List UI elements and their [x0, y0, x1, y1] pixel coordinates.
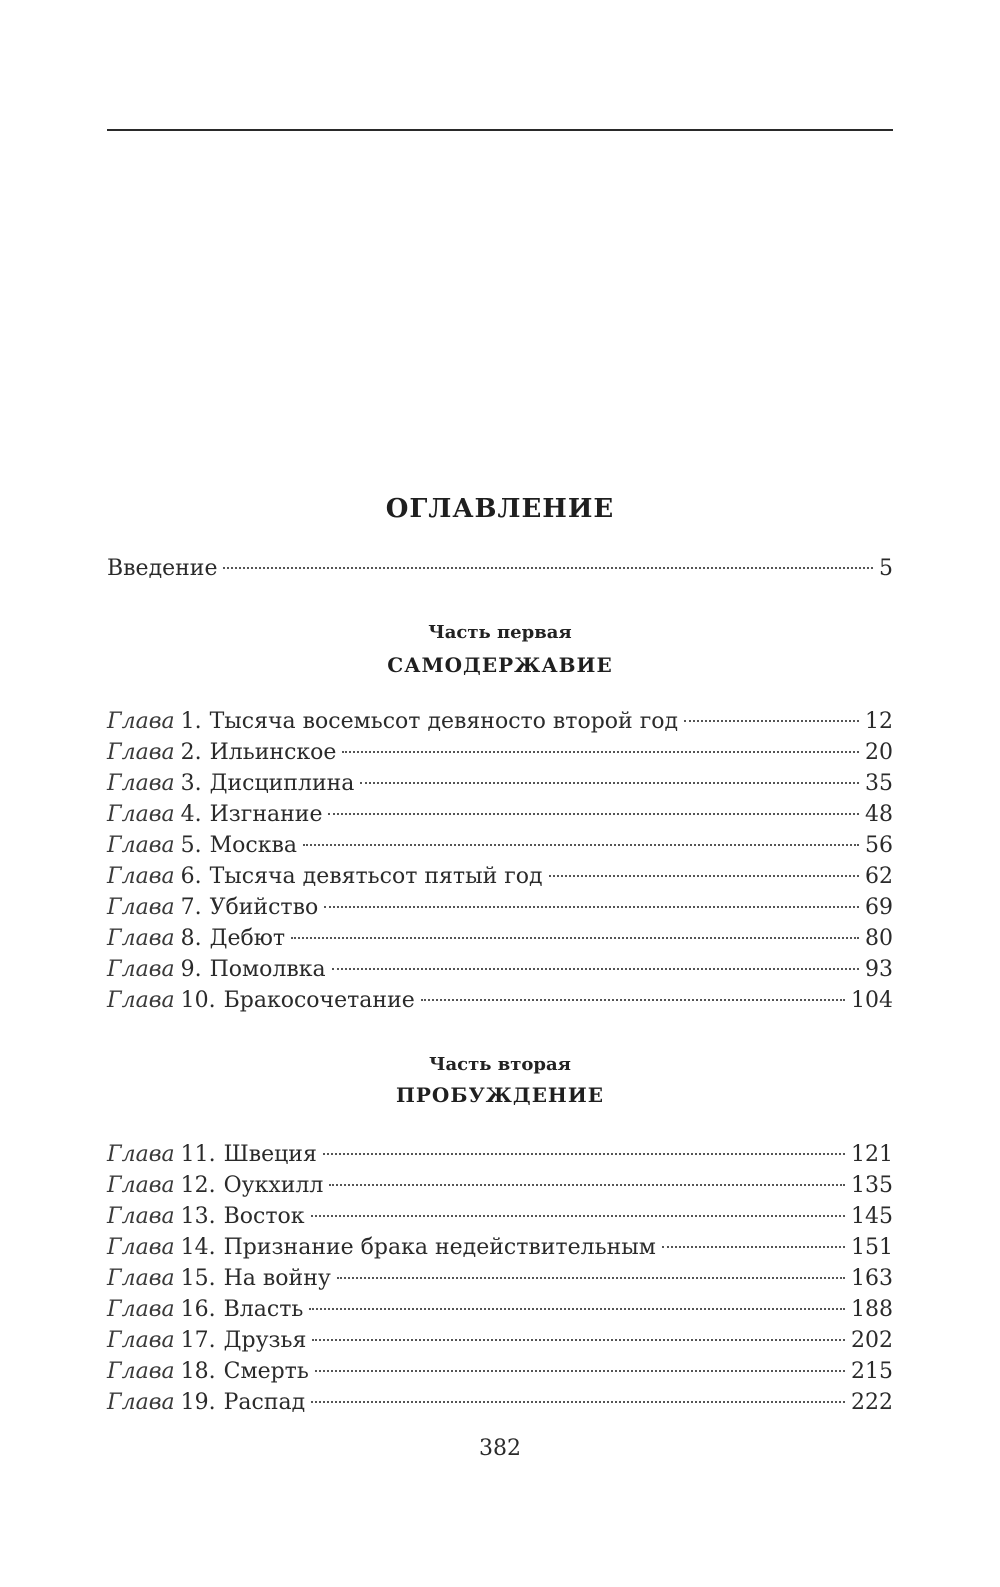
dot-leader — [421, 999, 845, 1001]
toc-entry[interactable] — [107, 957, 893, 988]
toc-entry[interactable] — [107, 709, 893, 740]
chapter-title: Оукхилл — [223, 1173, 324, 1198]
dot-leader — [311, 1401, 845, 1403]
chapter-prefix: Глава — [107, 1390, 175, 1415]
toc-entry[interactable] — [107, 926, 893, 957]
chapter-title: Ильинское — [209, 740, 337, 765]
chapter-title: Друзья — [223, 1328, 307, 1353]
chapter-page: 188 — [851, 1297, 893, 1322]
chapter-title: Убийство — [209, 895, 319, 920]
chapter-prefix: Глава — [107, 740, 175, 765]
dot-leader — [223, 567, 873, 569]
chapter-title: На войну — [223, 1266, 331, 1291]
dot-leader — [311, 1215, 845, 1217]
part-label: Часть вторая — [429, 1054, 571, 1075]
dot-leader — [328, 813, 859, 815]
toc-entry[interactable] — [107, 1328, 893, 1359]
chapter-page: 104 — [851, 988, 893, 1013]
dot-leader — [360, 782, 859, 784]
chapter-number: 19. — [180, 1390, 216, 1415]
chapter-number: 15. — [180, 1266, 216, 1291]
toc-entry[interactable] — [107, 740, 893, 771]
chapter-number: 16. — [180, 1297, 216, 1322]
part-name: ПРОБУЖДЕНИЕ — [396, 1083, 604, 1107]
toc-entry[interactable] — [107, 895, 893, 926]
chapter-number: 4. — [180, 802, 202, 827]
chapter-title: Помолвка — [209, 957, 326, 982]
chapter-page: 69 — [865, 895, 893, 920]
chapter-title: Смерть — [223, 1359, 309, 1384]
chapter-page: 202 — [851, 1328, 893, 1353]
dot-leader — [324, 906, 859, 908]
header-rule — [107, 129, 893, 131]
chapter-page: 35 — [865, 771, 893, 796]
toc-entry[interactable] — [107, 1297, 893, 1328]
chapter-page: 12 — [865, 709, 893, 734]
toc-entry[interactable] — [107, 1173, 893, 1204]
dot-leader — [303, 844, 859, 846]
dot-leader — [342, 751, 859, 753]
dot-leader — [337, 1277, 845, 1279]
chapter-prefix: Глава — [107, 895, 175, 920]
chapter-page: 62 — [865, 864, 893, 889]
chapter-number: 2. — [180, 740, 202, 765]
chapter-page: 56 — [865, 833, 893, 858]
chapter-title: Москва — [209, 833, 297, 858]
chapter-prefix: Глава — [107, 1297, 175, 1322]
toc-entry[interactable] — [107, 802, 893, 833]
dot-leader — [684, 720, 859, 722]
chapter-prefix: Глава — [107, 864, 175, 889]
chapter-page: 222 — [851, 1390, 893, 1415]
toc-entry[interactable] — [107, 1204, 893, 1235]
toc-entry-title: Введение — [107, 556, 218, 581]
chapter-prefix: Глава — [107, 802, 175, 827]
dot-leader — [291, 937, 859, 939]
chapter-page: 145 — [851, 1204, 893, 1229]
part-name: САМОДЕРЖАВИЕ — [387, 653, 613, 677]
dot-leader — [323, 1153, 845, 1155]
chapter-prefix: Глава — [107, 1235, 175, 1260]
dot-leader — [312, 1339, 845, 1341]
dot-leader — [662, 1246, 845, 1248]
chapter-number: 14. — [180, 1235, 216, 1260]
toc-entry[interactable] — [107, 1266, 893, 1297]
chapter-title: Дисциплина — [209, 771, 355, 796]
chapter-prefix: Глава — [107, 926, 175, 951]
chapter-title: Швеция — [223, 1142, 317, 1167]
chapter-prefix: Глава — [107, 1142, 175, 1167]
chapter-title: Распад — [223, 1390, 306, 1415]
chapter-number: 18. — [180, 1359, 216, 1384]
chapter-page: 80 — [865, 926, 893, 951]
toc-entry[interactable] — [107, 1142, 893, 1173]
chapter-page: 93 — [865, 957, 893, 982]
chapter-title: Тысяча девятьсот пятый год — [209, 864, 543, 889]
dot-leader — [329, 1184, 845, 1186]
chapter-number: 3. — [180, 771, 202, 796]
chapter-title: Признание брака недействительным — [223, 1235, 656, 1260]
toc-entry-page: 5 — [879, 556, 893, 581]
chapter-page: 121 — [851, 1142, 893, 1167]
chapter-number: 8. — [180, 926, 202, 951]
chapter-number: 17. — [180, 1328, 216, 1353]
chapter-prefix: Глава — [107, 1173, 175, 1198]
chapter-prefix: Глава — [107, 833, 175, 858]
chapter-number: 6. — [180, 864, 202, 889]
chapter-title: Восток — [223, 1204, 305, 1229]
chapter-title: Бракосочетание — [223, 988, 415, 1013]
chapter-prefix: Глава — [107, 957, 175, 982]
dot-leader — [315, 1370, 845, 1372]
toc-entry[interactable] — [107, 1235, 893, 1266]
chapter-number: 1. — [180, 709, 202, 734]
chapter-page: 48 — [865, 802, 893, 827]
chapter-title: Дебют — [209, 926, 286, 951]
dot-leader — [309, 1308, 845, 1310]
chapter-page: 135 — [851, 1173, 893, 1198]
chapter-prefix: Глава — [107, 1328, 175, 1353]
chapter-number: 9. — [180, 957, 202, 982]
chapter-prefix: Глава — [107, 709, 175, 734]
chapter-prefix: Глава — [107, 988, 175, 1013]
chapter-prefix: Глава — [107, 1266, 175, 1291]
chapter-title: Изгнание — [209, 802, 323, 827]
chapter-title: Власть — [223, 1297, 304, 1322]
chapter-number: 5. — [180, 833, 202, 858]
part-label: Часть первая — [428, 622, 572, 643]
chapter-title: Тысяча восемьсот девяносто второй год — [209, 709, 679, 734]
chapter-number: 13. — [180, 1204, 216, 1229]
chapter-number: 12. — [180, 1173, 216, 1198]
toc-entry[interactable] — [107, 833, 893, 864]
chapter-page: 215 — [851, 1359, 893, 1384]
toc-entry[interactable] — [107, 1359, 893, 1390]
dot-leader — [332, 968, 859, 970]
chapter-number: 7. — [180, 895, 202, 920]
chapter-page: 151 — [851, 1235, 893, 1260]
dot-leader — [549, 875, 859, 877]
toc-heading: ОГЛАВЛЕНИЕ — [385, 494, 615, 524]
chapter-page: 20 — [865, 740, 893, 765]
chapter-number: 11. — [180, 1142, 216, 1167]
chapter-page: 163 — [851, 1266, 893, 1291]
toc-entry[interactable] — [107, 988, 893, 1019]
toc-entry[interactable] — [107, 864, 893, 895]
chapter-prefix: Глава — [107, 1359, 175, 1384]
toc-entry[interactable] — [107, 1390, 893, 1421]
page-number: 382 — [479, 1436, 521, 1461]
toc-entry-intro[interactable] — [107, 556, 893, 587]
toc-entry[interactable] — [107, 771, 893, 802]
chapter-number: 10. — [180, 988, 216, 1013]
chapter-prefix: Глава — [107, 771, 175, 796]
chapter-prefix: Глава — [107, 1204, 175, 1229]
